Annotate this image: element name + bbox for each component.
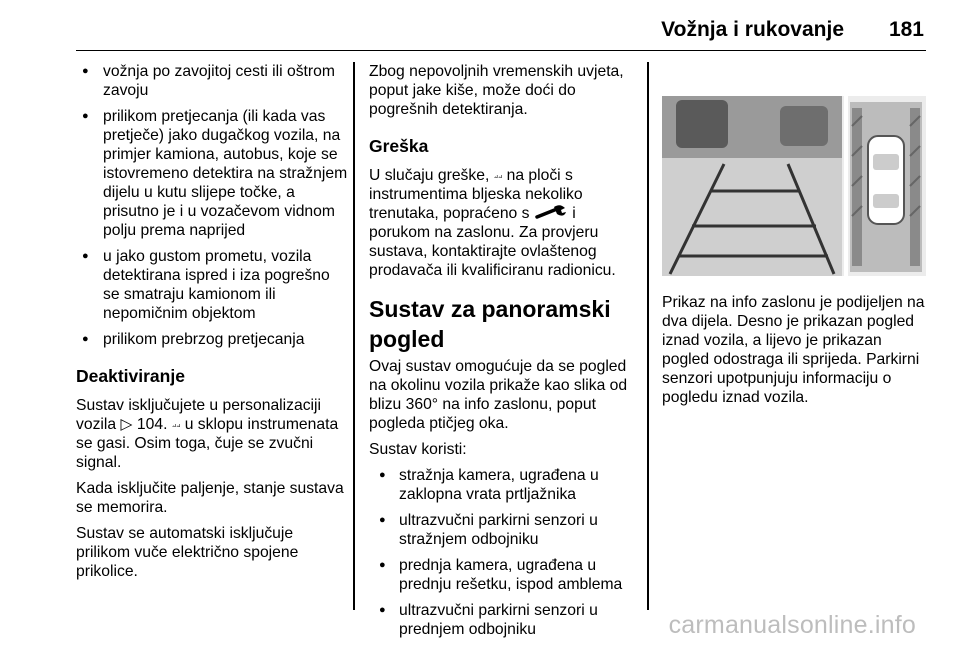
text-run: U slučaju greške, [369,167,490,184]
paragraph: Ovaj sustav omogućuje da se pogled na okolinu vozila prikaže kao slika od blizu 360° na info zaslonu, poput pogleda ptičjeg oka. [369,358,628,432]
column-left [76,62,348,588]
illustration-caption: Prikaz na info zaslonu je podijeljen na dva dijela. Desno je prikazan pogled iznad vozila, a lijevo je prikazan pogled odostraga ili sprijeda. Parkirni senzori upotpunjuju informaciju o pogledu iznad vozila. [662,294,925,406]
vehicle-behind-image [676,100,728,148]
column-divider [353,62,355,610]
panoramic-view-illustration [662,96,926,276]
car-icon [868,136,904,224]
paragraph: Sustav koristi: [369,441,467,458]
text-run: i porukom na zaslonu. Za provjeru sustava, kontaktirajte ovlaštenog prodavača ili kvalificiranu radionicu. [369,205,616,279]
text-run: Sustav isključujete u personalizaciji vozila [76,397,322,433]
page-reference-arrow-icon: ▷ [120,416,133,433]
list-item: ● ultrazvučni parkirni senzori u stražnjem odbojniku [369,511,637,549]
condition-list [76,62,348,349]
wrench-icon [534,204,568,220]
list-item: ● ultrazvučni parkirni senzori u prednjem odbojniku [369,601,637,639]
list-item: ● prilikom pretjecanja (ili kada vas pretječe) jako dugačkog vozila, na primjer kamiona, autobus, koje se istovremeno detektira na stražnjem dijelu u kutu slijepe točke, a prisutno je i u vozačevom vidnom polju prema naprijed [76,107,348,240]
list-item: ● prednja kamera, ugrađena u prednju rešetku, ispod amblema [369,556,637,594]
list-item: ● u jako gustom prometu, vozila detektirana ispred i iza pogrešno se smatraju kamionom ili nepomičnim objektom [76,247,348,323]
paragraph: Sustav se automatski isključuje prilikom vuče električno spojene prikolice. [76,525,299,580]
page-header [76,0,926,51]
page-reference[interactable]: 104. [136,416,168,433]
info-display-split-view [662,96,926,276]
page-number: 181 [888,18,924,41]
text-run: na ploči s instrumentima bljeska nekoliko trenutaka, popraćeno s [369,167,583,222]
watermark: carmanualsonline.info [668,611,916,639]
list-item: ● prilikom prebrzog pretjecanja [76,330,348,349]
section-heading-error: Greška [369,136,429,156]
paragraph: Kada isključite paljenje, stanje sustava se memorira. [76,480,344,516]
component-list [369,466,637,639]
list-item: ● stražnja kamera, ugrađena u zaklopna vrata prtljažnika [369,466,637,504]
text-run: u sklopu instrumenata se gasi. Osim toga, čuje se zvučni signal. [76,416,339,471]
list-item: ● vožnja po zavojitoj cesti ili oštrom zavoju [76,62,348,100]
paragraph [76,396,348,472]
column-right [662,293,932,414]
section-heading-deactivation: Deaktiviranje [76,366,185,386]
paragraph: Zbog nepovoljnih vremenskih uvjeta, poput jake kiše, može doći do pogrešnih detektiranja. [369,63,624,118]
column-divider [647,62,649,610]
paragraph [369,166,637,280]
blind-spot-warning-icon: ⟓⟓ [493,170,503,180]
column-middle [369,62,637,646]
chapter-title: Vožnja i rukovanje [661,18,844,41]
blind-spot-warning-icon: ⟓⟓ [171,419,181,429]
section-heading-panoramic-view: Sustav za panoramski pogled [369,296,611,352]
